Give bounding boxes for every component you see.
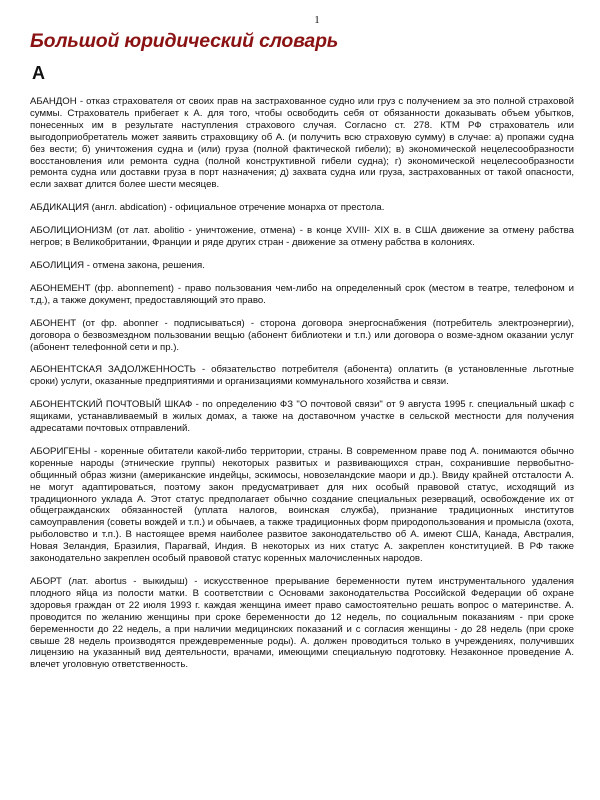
entry-definition: - коренные обитатели какой-либо территории, страны. В современном праве под А. понимаются обычно коренные народы (этнические группы) некоторых развитых и развивающихся стран, сохранившие первобытно-общинный образ жизни (американские индейцы, эскимосы, новозеландские маори и др.). Ввиду крайней отсталости А. не могут адаптироваться, поэтому закон предусматривает для них особый правовой статус, исходящий из традиционного уклада А. Этот статус предполагает обычно создание специальных резерваций, освобождение их от общегражданских обязанностей (уплата налогов, воинская служба), признание традиционных институтов самоуправления (советы вождей и т.п.) и обычаев, а также традиционных форм природопользования и промысла (охота, рыболовство и т.п.). В настоящее время наиболее развитое законодательство об А. имеют США, Канада, Австралия, Новая Зеландия, Бразилия, Парагвай, Индия. В некоторых из них статус А. закреплен конституцией. В РФ также законодательно закреплен особый правовой статус коренных малочисленных народов. xyxy=(30,445,574,565)
entry-term: АБДИКАЦИЯ xyxy=(30,202,89,214)
entry-definition: отказ страхователя от своих прав на застрахованное судно или груз с получением за это полной страховой суммы. Страхователь прибегает к А. для того, чтобы освободить себя от обязанности доказывать объем убытков, понесенных им в результате наступления страхового случая. Согласно ст. 278. КТМ РФ страхователь или выгодоприобретатель может заявить страховщику об А. (и получить всю страховую сумму) в случае: а) пропажи судна без вести; б) уничтожения судна и (или) груза (полной фактической гибели); в) экономической нецелесообразности восстановления или ремонта судна (полной конструктивной гибели судна); г) экономической нецелесообразности ремонта судна или доставки груза в порт назначения; д) захвата судна или груза, застрахованных от такой опасности, если захват длится более шести месяцев. xyxy=(30,96,574,191)
dictionary-entry xyxy=(30,576,574,671)
dictionary-title: Большой юридический словарь xyxy=(30,30,339,52)
dictionary-entry: АБАНДОН - отказ страхователя от своих прав на застрахованное судно или груз с получением за это полной страховой суммы. Страхователь прибегает к А. для того, чтобы освободить себя от обязанности доказывать объем убытков, понесенных им в результате наступления страхового случая. Согласно ст. 278. КТМ РФ страхователь или выгодоприобретатель может заявить страховщику об А. (и получить всю страховую сумму) в случае: а) пропажи судна без вести; б) уничтожения судна и (или) груза (полной фактической гибели); в) экономической нецелесообразности восстановления или ремонта судна (полной конструктивной гибели судна); г) экономической нецелесообразности ремонта судна или доставки груза в порт назначения; д) захвата судна или груза, застрахованных от такой опасности, если захват длится более шести месяцев. xyxy=(30,96,574,191)
dictionary-entry xyxy=(30,364,574,388)
entry-term: АБОЛИЦИЯ xyxy=(30,259,85,271)
entry-term: АБОНЕМЕНТ xyxy=(30,282,91,294)
dictionary-entry xyxy=(30,260,574,272)
entry-term: АБОРИГЕНЫ xyxy=(30,445,91,457)
entry-definition: (фр. abonnement) - право пользования чем-либо на определенный срок (местом в театре, телефоном и т.д.), а также документ, предоставляющий это право. xyxy=(30,282,575,306)
entry-term: АБОНЕНТСКИЙ ПОЧТОВЫЙ ШКАФ xyxy=(30,399,193,411)
page-number: 1 xyxy=(314,14,320,26)
dictionary-entry xyxy=(30,399,574,435)
entry-term: АБАНДОН xyxy=(30,96,77,107)
entry-definition: - по определению ФЗ "О почтовой связи" от 9 августа 1995 г. специальный шкаф с ящиками, устанавливаемый в жилых домах, а также на доставочном участке в сельской местности для получения адресатами почтовых отправлений. xyxy=(30,399,575,435)
entry-definition: (англ. abdication) - официальное отречение монарха от престола. xyxy=(91,202,385,214)
entry-term: АБОНЕНТСКАЯ ЗАДОЛЖЕННОСТЬ xyxy=(30,364,196,376)
entry-definition: (от фр. abonner - подписываться) - сторона договора энергоснабжения (потребитель электроэнергии), договора о безвозмездном пользовании вещью (абонент библиотеки и т.п.) или договора о возме-здном оказании услуг (абонент телефонной сети и пр.). xyxy=(30,317,575,353)
entry-definition: (лат. abortus - выкидыш) - искусственное прерывание беременности путем инструментального удаления плодного яйца из полости матки. В соответствии с Основами законодательства Российской Федерации об охране здоровья граждан от 22 июля 1993 г. каждая женщина имеет право самостоятельно решать вопрос о материнстве. А. проводится по желанию женщины при сроке беременности до 12 недель, по социальным показаниям - при сроке беременности до 22 недель, а при наличии медицинских показаний и с согласия женщины - до 28 недель (при сроке свыше 28 недель производятся преждевременные роды). А. должен проводиться только в учреждениях, получивших лицензию на указанный вид деятельности, врачами, имеющими специальную подготовку. Незаконное проведение А. влечет уголовную ответственность. xyxy=(30,576,575,671)
letter-heading: А xyxy=(32,63,45,83)
entry-definition: - отмена закона, решения. xyxy=(86,259,205,271)
dictionary-entry xyxy=(30,283,574,307)
dictionary-entry xyxy=(30,225,574,249)
dictionary-entry xyxy=(30,318,574,354)
entry-definition: (от лат. abolitio - уничтожение, отмена) - в конце XVIII- XIX в. в США движение за отмену рабства негров; в Великобритании, Франции и ряде других стран - движение за отмену рабства в колониях. xyxy=(30,225,574,249)
entry-term: АБОНЕНТ xyxy=(30,317,77,329)
entry-definition: - обязательство потребителя (абонента) оплатить (в установленные льготные сроки) услуги, оказанные предприятиями и организациями коммунального хозяйства и связи. xyxy=(30,364,574,388)
entry-term: АБОЛИЦИОНИЗМ xyxy=(30,225,113,237)
dictionary-entry xyxy=(30,446,574,565)
entry-term: АБОРТ xyxy=(30,576,62,587)
dictionary-entry xyxy=(30,202,574,214)
